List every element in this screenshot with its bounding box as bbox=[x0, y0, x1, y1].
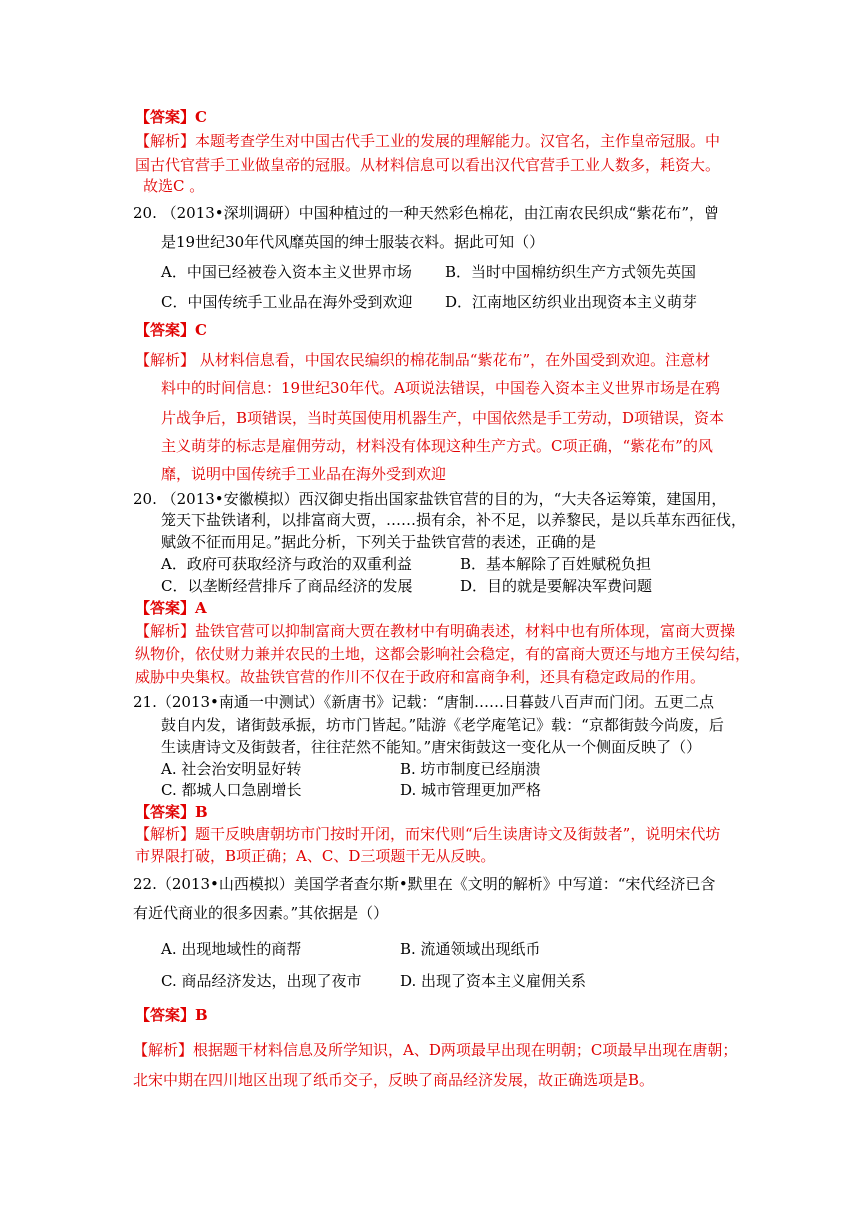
question-stem: 21.（2013•南通一中测试）《新唐书》记载：“唐制……日暮鼓八百声而门闭。五更二点 bbox=[133, 693, 715, 711]
question-stem: 鼓自内发，诸街鼓承振，坊市门皆起。”陆游《老学庵笔记》载：“京都街鼓今尚废，后 bbox=[161, 716, 724, 734]
analysis-line: 片战争后，B项错误，当时英国使用机器生产，中国依然是手工劳动，D项错误，资本 bbox=[161, 409, 725, 427]
option-a: A．中国已经被卷入资本主义世界市场 bbox=[161, 263, 412, 281]
option-a: A. 出现地域性的商帮 bbox=[161, 940, 302, 958]
answer-label: 【答案】B bbox=[135, 803, 208, 821]
answer-label: 【答案】C bbox=[135, 321, 207, 339]
answer-label: 【答案】A bbox=[135, 599, 207, 617]
option-c: C. 都城人口急剧增长 bbox=[161, 781, 302, 799]
option-d: D. 城市管理更加严格 bbox=[400, 781, 542, 799]
analysis-line: 料中的时间信息：19世纪30年代。A项说法错误，中国卷入资本主义世界市场是在鸦 bbox=[161, 379, 721, 397]
question-stem: 生读唐诗文及街鼓者，往往茫然不能知。”唐宋街鼓这一变化从一个侧面反映了（） bbox=[161, 738, 702, 756]
question-stem: 有近代商业的很多因素。”其依据是（） bbox=[133, 904, 389, 922]
answer-label: 【答案】C bbox=[135, 108, 207, 126]
analysis-line: 北宋中期在四川地区出现了纸币交子，反映了商品经济发展，故正确选项是B。 bbox=[133, 1071, 655, 1089]
question-stem: 是19世纪30年代风靡英国的绅士服装衣料。据此可知（） bbox=[161, 233, 545, 251]
option-d: D. 出现了资本主义雇佣关系 bbox=[400, 972, 587, 990]
analysis-line: 【解析】题干反映唐朝坊市门按时开闭，而宋代则“后生读唐诗文及街鼓者”，说明宋代坊 bbox=[135, 825, 721, 843]
option-b: B．当时中国棉纺织生产方式领先英国 bbox=[445, 263, 697, 281]
analysis-line: 【解析】本题考查学生对中国古代手工业的发展的理解能力。汉官名，主作皇帝冠服。中 bbox=[135, 132, 721, 150]
option-b: B. 流通领域出现纸币 bbox=[400, 940, 541, 958]
question-stem: 赋敛不征而用足。”据此分析，下列关于盐铁官营的表述，正确的是 bbox=[161, 533, 597, 551]
analysis-line: 【解析】盐铁官营可以抑制富商大贾在教材中有明确表述，材料中也有所体现，富商大贾操 bbox=[135, 622, 736, 640]
option-d: D．目的就是要解决军费问题 bbox=[460, 577, 653, 595]
analysis-line: 靡，说明中国传统手工业品在海外受到欢迎 bbox=[161, 465, 447, 483]
question-stem: 20. （2013•安徽模拟）西汉御史指出国家盐铁官营的目的为，“大夫各运筹策，建国用， bbox=[133, 490, 727, 508]
analysis-line: 纵物价，依仗财力兼并农民的土地，这都会影响社会稳定，有的富商大贾还与地方王侯勾结， bbox=[135, 645, 751, 663]
analysis-line: 国古代官营手工业做皇帝的冠服。从材料信息可以看出汉代官营手工业人数多，耗资大。 bbox=[135, 156, 721, 174]
question-stem: 笼天下盐铁诸利，以排富商大贾，……损有余，补不足，以养黎民，是以兵革东西征伐， bbox=[161, 511, 747, 529]
option-c: C．以垄断经营排斥了商品经济的发展 bbox=[161, 577, 413, 595]
answer-label: 【答案】B bbox=[135, 1006, 208, 1024]
option-c: C．中国传统手工业品在海外受到欢迎 bbox=[161, 293, 413, 311]
option-a: A. 社会治安明显好转 bbox=[161, 760, 302, 778]
analysis-line: 威胁中央集权。故盐铁官营的作川不仅在于政府和富商争利，还具有稳定政局的作用。 bbox=[135, 668, 706, 686]
option-d: D．江南地区纺织业出现资本主义萌芽 bbox=[445, 293, 698, 311]
analysis-line: 主义萌芽的标志是雇佣劳动，材料没有体现这种生产方式。C项正确，“紫花布”的风 bbox=[161, 437, 713, 455]
question-stem: 22.（2013•山西模拟）美国学者查尔斯•默里在《文明的解析》中写道：“宋代经济已含 bbox=[133, 875, 716, 893]
option-c: C. 商品经济发达，出现了夜市 bbox=[161, 972, 362, 990]
analysis-line: 故选C 。 bbox=[143, 177, 205, 195]
option-b: B．基本解除了百姓赋税负担 bbox=[460, 555, 652, 573]
analysis-line: 【解析】 从材料信息看，中国农民编织的棉花制品“紫花布”，在外国受到欢迎。注意材 bbox=[135, 351, 711, 369]
analysis-line: 市界限打破，B项正确；A、C、D三项题干无从反映。 bbox=[135, 847, 496, 865]
analysis-line: 【解析】根据题干材料信息及所学知识，A、D两项最早出现在明朝；C项最早出现在唐朝； bbox=[133, 1041, 738, 1059]
option-b: B. 坊市制度已经崩溃 bbox=[400, 760, 541, 778]
option-a: A．政府可获取经济与政治的双重利益 bbox=[161, 555, 412, 573]
question-stem: 20. （2013•深圳调研）中国种植过的一种天然彩色棉花，由江南农民织成“紫花布”，曾 bbox=[133, 204, 719, 222]
